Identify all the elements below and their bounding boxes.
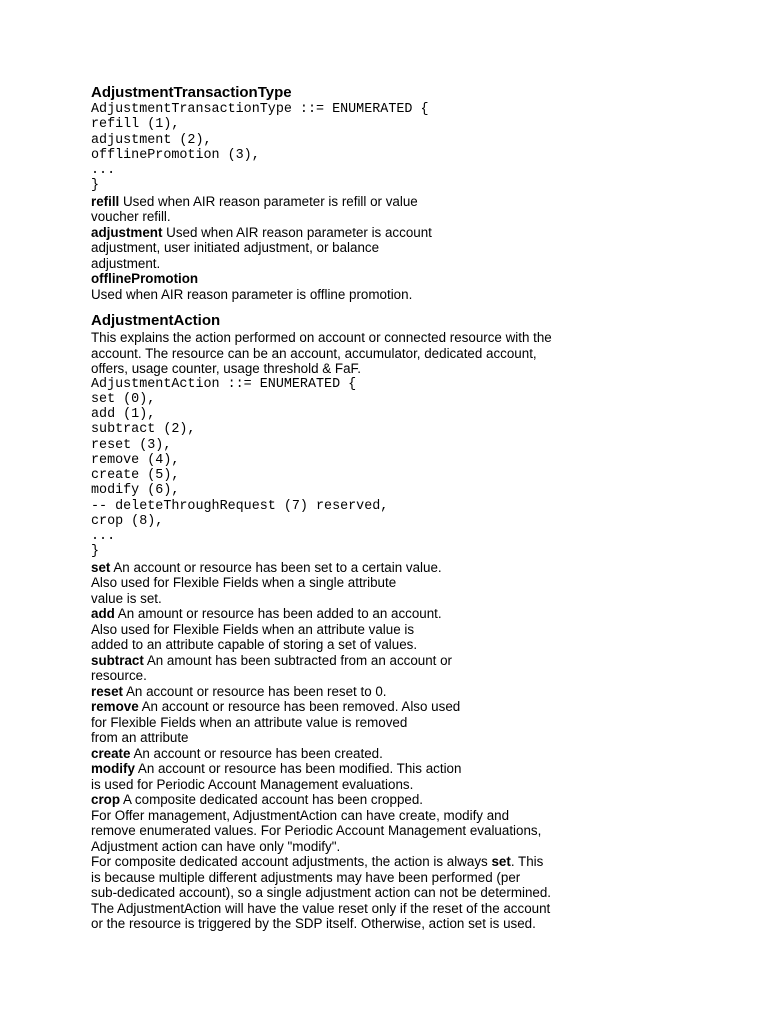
definition-text: An account or resource has been removed. Also used bbox=[138, 699, 461, 714]
definition-text: adjustment, user initiated adjustment, or balance bbox=[91, 240, 380, 255]
definition-item bbox=[91, 792, 711, 808]
section-heading: AdjustmentAction bbox=[91, 312, 221, 329]
definition-text: added to an attribute capable of storing a set of values. bbox=[91, 637, 418, 652]
section-heading: AdjustmentTransactionType bbox=[91, 84, 292, 101]
definition-text: adjustment. bbox=[91, 255, 161, 271]
definition-text: An account or resource has been set to a certain value. bbox=[110, 559, 442, 575]
definition-text: Also used for Flexible Fields when a single attribute bbox=[91, 575, 397, 590]
definition-text: Also used for Flexible Fields when an attribute value is bbox=[91, 621, 415, 637]
code-block bbox=[91, 102, 711, 194]
note-text: remove enumerated values. For Periodic Account Management evaluations, bbox=[91, 823, 542, 838]
definition-term: set bbox=[91, 559, 111, 575]
notes bbox=[91, 808, 711, 932]
note-text: . This bbox=[510, 854, 544, 869]
code-line: subtract (2), bbox=[91, 422, 196, 438]
code-line: ... bbox=[91, 529, 116, 544]
note-text: Adjustment action can have only "modify". bbox=[91, 838, 341, 854]
note-text: For Offer management, AdjustmentAction can have create, modify and bbox=[91, 807, 510, 823]
code-line: } bbox=[91, 178, 100, 194]
code-line: remove (4), bbox=[91, 452, 180, 468]
section-intro bbox=[91, 330, 711, 377]
definition-term: modify bbox=[91, 761, 135, 776]
note-paragraph bbox=[91, 854, 711, 901]
definition-term: offlinePromotion bbox=[91, 271, 199, 286]
definition-text: An account or resource has been reset to 0. bbox=[123, 683, 387, 699]
intro-paragraph bbox=[91, 330, 711, 377]
definition-text: An amount or resource has been added to an account. bbox=[114, 606, 442, 621]
definition-term: remove bbox=[91, 699, 139, 714]
note-paragraph bbox=[91, 808, 711, 855]
definition-text: Used when AIR reason parameter is account bbox=[162, 224, 432, 240]
section-adjustment-action bbox=[91, 312, 711, 932]
code-line: ... bbox=[91, 163, 116, 178]
definition-item bbox=[91, 225, 711, 272]
definition-item bbox=[91, 271, 711, 302]
definition-list bbox=[91, 560, 711, 808]
code-line: AdjustmentAction ::= ENUMERATED { bbox=[91, 376, 357, 392]
line-text: This explains the action performed on account or connected resource with the bbox=[91, 330, 552, 345]
definition-term: reset bbox=[91, 683, 124, 699]
definition-text: resource. bbox=[91, 668, 147, 683]
code-line: crop (8), bbox=[91, 513, 164, 529]
definition-item bbox=[91, 684, 711, 700]
definition-text: Used when AIR reason parameter is offline promotion. bbox=[91, 286, 413, 302]
code-line: offlinePromotion (3), bbox=[91, 147, 260, 163]
code-line: add (1), bbox=[91, 407, 156, 422]
definition-term: refill bbox=[91, 193, 120, 209]
definition-term: adjustment bbox=[91, 224, 163, 240]
code-line: set (0), bbox=[91, 391, 156, 407]
definition-item bbox=[91, 653, 711, 684]
code-line: create (5), bbox=[91, 468, 180, 483]
definition-item bbox=[91, 606, 711, 653]
definition-text: from an attribute bbox=[91, 730, 189, 745]
definition-text: is used for Periodic Account Management evaluations. bbox=[91, 776, 414, 792]
definition-text: Used when AIR reason parameter is refill or value bbox=[119, 193, 418, 209]
note-paragraph bbox=[91, 901, 711, 932]
definition-item bbox=[91, 699, 711, 746]
definition-list bbox=[91, 194, 711, 303]
code-block bbox=[91, 377, 711, 560]
definition-item bbox=[91, 194, 711, 225]
definition-term: crop bbox=[91, 792, 121, 807]
note-text: is because multiple different adjustments may have been performed (per bbox=[91, 869, 521, 885]
code-line: adjustment (2), bbox=[91, 132, 212, 148]
code-line: reset (3), bbox=[91, 437, 172, 453]
definition-term: add bbox=[91, 606, 115, 621]
section-adjustment-transaction-type bbox=[91, 84, 711, 302]
code-line: -- deleteThroughRequest (7) reserved, bbox=[91, 498, 389, 514]
definition-text: voucher refill. bbox=[91, 209, 171, 224]
note-text: or the resource is triggered by the SDP itself. Otherwise, action set is used. bbox=[91, 916, 536, 931]
definition-term: subtract bbox=[91, 652, 144, 668]
line-text: account. The resource can be an account, accumulator, dedicated account, bbox=[91, 345, 537, 361]
code-line: } bbox=[91, 544, 100, 560]
definition-item bbox=[91, 761, 711, 792]
code-line: AdjustmentTransactionType ::= ENUMERATED { bbox=[91, 102, 429, 117]
document-page bbox=[91, 84, 711, 932]
definition-text: for Flexible Fields when an attribute value is removed bbox=[91, 714, 408, 730]
definition-text: value is set. bbox=[91, 590, 162, 606]
note-text: For composite dedicated account adjustments, the action is always bbox=[91, 854, 492, 869]
note-text: sub-dedicated account), so a single adjustment action can not be determined. bbox=[91, 885, 552, 900]
definition-text: An account or resource has been modified. This action bbox=[134, 761, 462, 776]
definition-text: A composite dedicated account has been cropped. bbox=[120, 792, 424, 807]
code-line: modify (6), bbox=[91, 483, 180, 499]
definition-item bbox=[91, 746, 711, 762]
definition-item bbox=[91, 560, 711, 607]
note-text: The AdjustmentAction will have the value reset only if the reset of the account bbox=[91, 900, 551, 916]
emphasis-text: set bbox=[491, 854, 511, 869]
definition-text: An amount has been subtracted from an account or bbox=[143, 652, 453, 668]
line-text: offers, usage counter, usage threshold & FaF. bbox=[91, 361, 361, 376]
definition-text: An account or resource has been created. bbox=[130, 745, 383, 761]
code-line: refill (1), bbox=[91, 117, 180, 133]
definition-term: create bbox=[91, 745, 131, 761]
